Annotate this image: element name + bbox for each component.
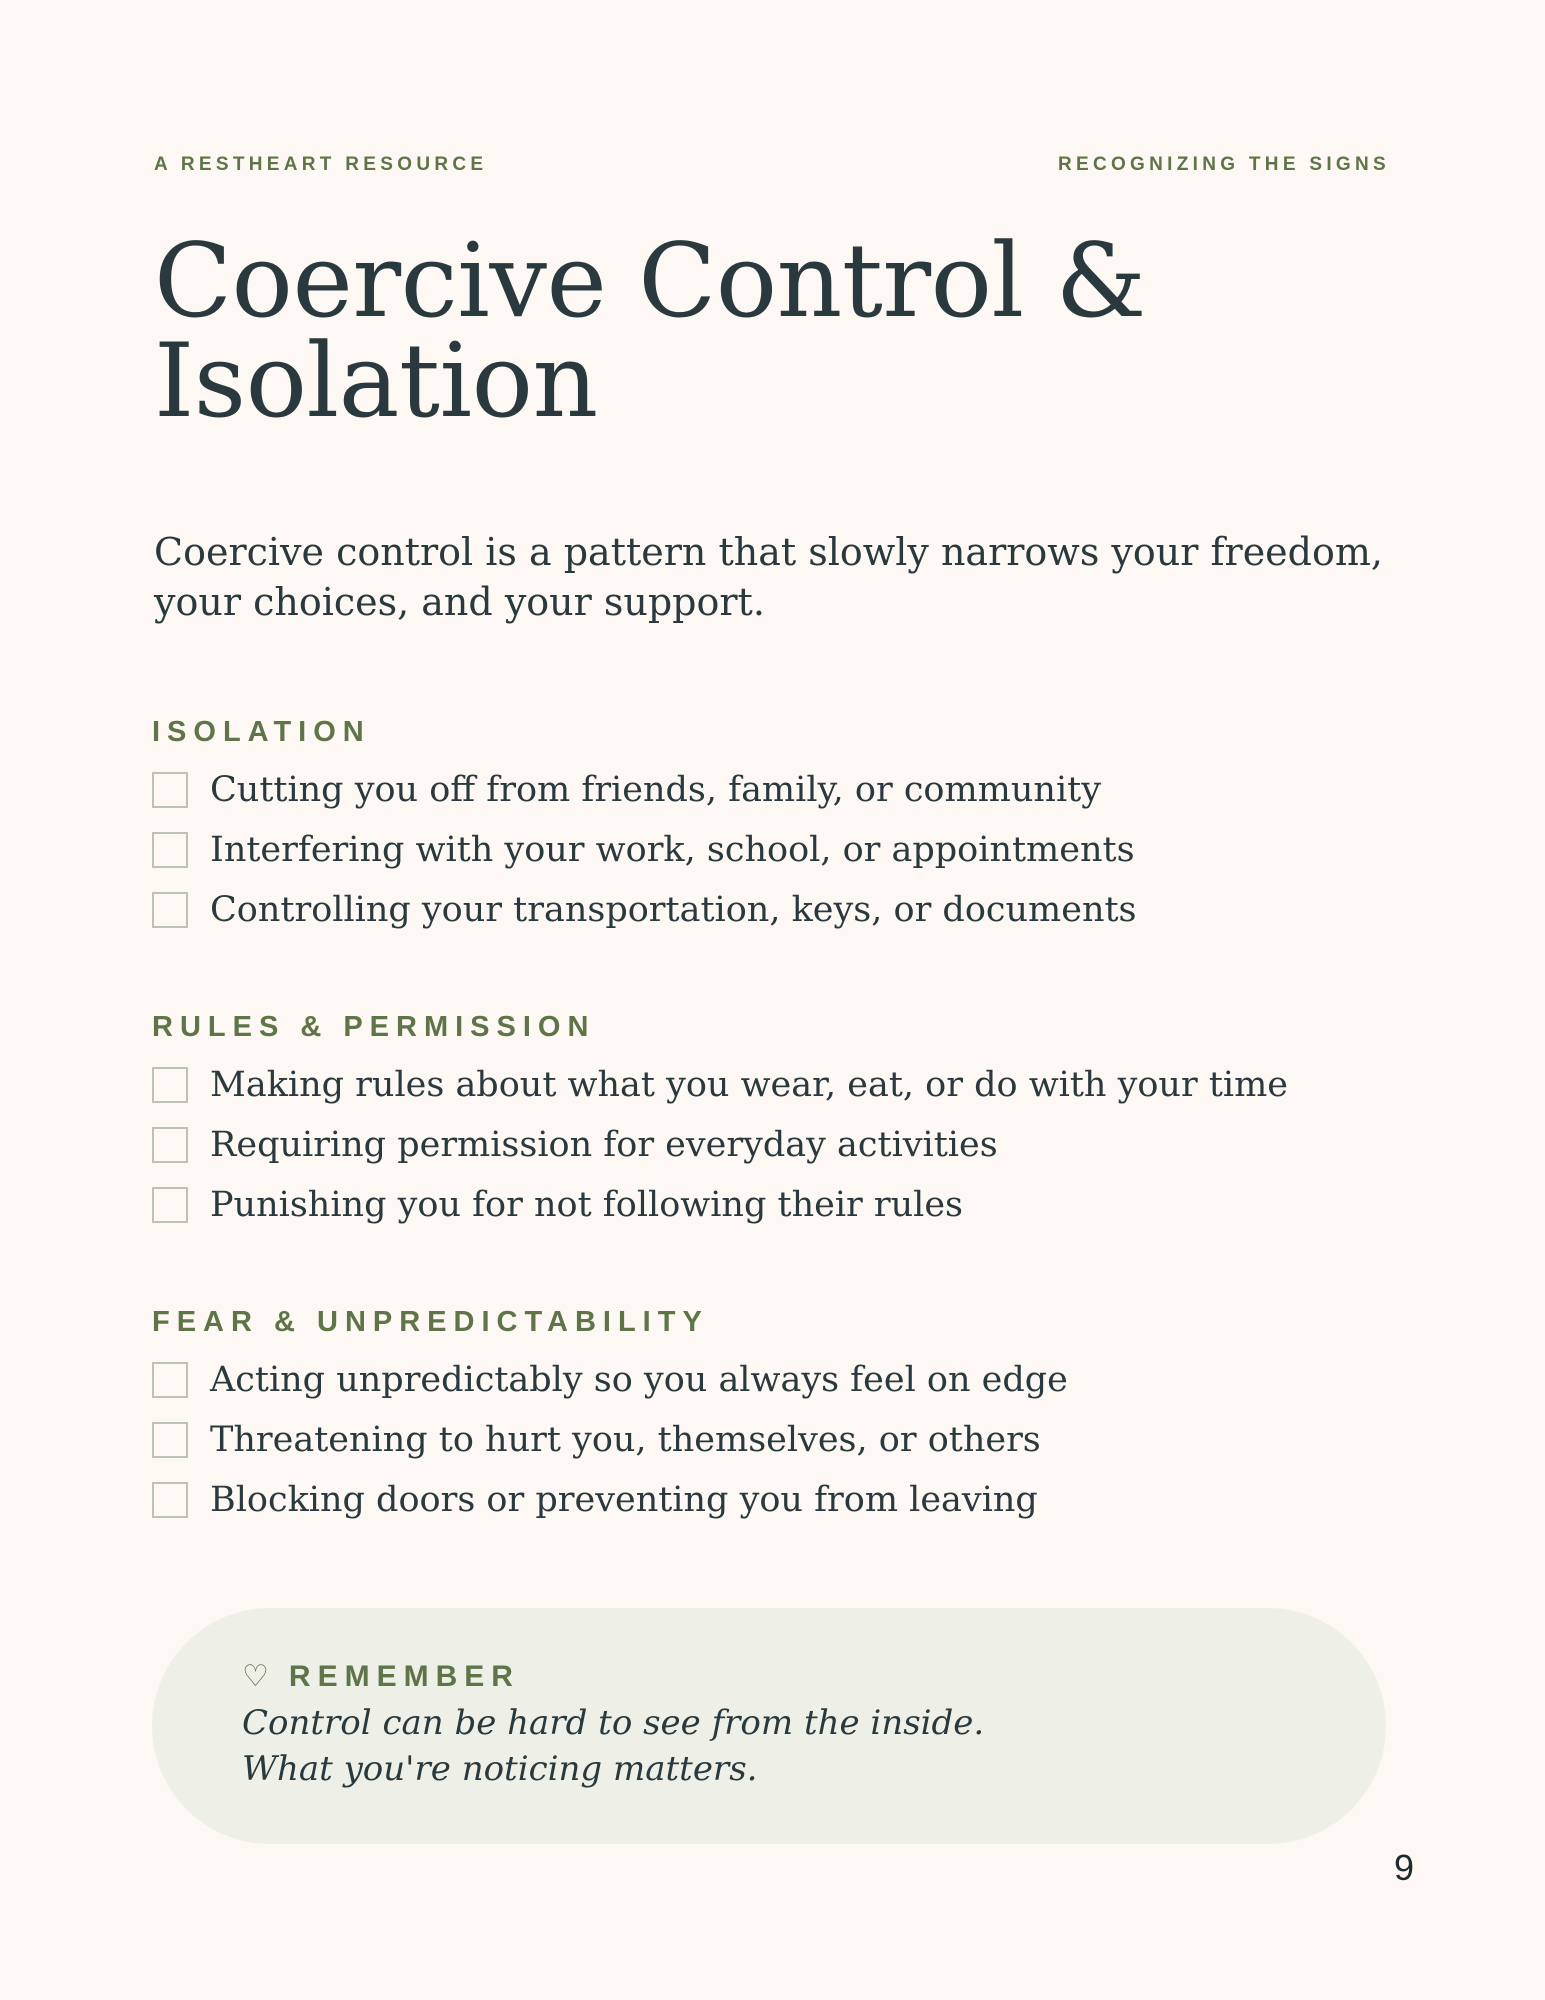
section-isolation <box>152 717 1402 940</box>
checklist-item-label: Blocking doors or preventing you from leaving <box>210 1480 1038 1520</box>
checklist-item[interactable] <box>152 1055 1402 1115</box>
checklist-item-label: Threatening to hurt you, themselves, or others <box>210 1420 1041 1460</box>
checklist-item-label: Controlling your transportation, keys, or documents <box>210 890 1137 930</box>
callout-heading <box>242 1660 1386 1694</box>
callout-title: REMEMBER <box>288 1660 520 1693</box>
section-fear-unpredictability <box>152 1307 1402 1530</box>
section-heading: ISOLATION <box>152 716 371 748</box>
page-number: 9 <box>1393 1847 1414 1888</box>
heart-outline-icon: ♡ <box>242 1659 269 1694</box>
header-section-label: RECOGNIZING THE SIGNS <box>1057 154 1390 175</box>
checklist-item-label: Interfering with your work, school, or appointments <box>210 830 1135 870</box>
checklist-item[interactable] <box>152 760 1402 820</box>
intro-paragraph <box>154 527 1404 627</box>
checklist-item-label: Cutting you off from friends, family, or community <box>210 770 1101 810</box>
checklist-item[interactable] <box>152 1175 1402 1235</box>
intro-line-1: Coercive control is a pattern that slowly narrows your freedom, <box>154 530 1383 574</box>
checklist-item[interactable] <box>152 820 1402 880</box>
checklist-item[interactable] <box>152 1410 1402 1470</box>
checkbox[interactable] <box>152 892 188 928</box>
section-heading: FEAR & UNPREDICTABILITY <box>152 1306 709 1338</box>
checklist-item[interactable] <box>152 1470 1402 1530</box>
intro-line-2: your choices, and your support. <box>154 580 765 624</box>
checklist-item[interactable] <box>152 880 1402 940</box>
header-resource-label: A RESTHEART RESOURCE <box>154 154 488 175</box>
checkbox[interactable] <box>152 772 188 808</box>
section-heading: RULES & PERMISSION <box>152 1011 596 1043</box>
checklist-item-label: Making rules about what you wear, eat, or do with your time <box>210 1065 1288 1105</box>
checkbox[interactable] <box>152 1067 188 1103</box>
section-rules-permission <box>152 1012 1402 1235</box>
page-title-line-2: Isolation <box>154 322 598 441</box>
callout-line-1: Control can be hard to see from the inside. <box>242 1703 985 1743</box>
checkbox[interactable] <box>152 1187 188 1223</box>
checklist-item-label: Acting unpredictably so you always feel on edge <box>210 1360 1068 1400</box>
callout-line-2: What you're noticing matters. <box>242 1749 758 1789</box>
checkbox[interactable] <box>152 832 188 868</box>
checklist-item-label: Punishing you for not following their rules <box>210 1185 964 1225</box>
checkbox[interactable] <box>152 1482 188 1518</box>
page-title <box>154 222 1404 441</box>
checklist-item[interactable] <box>152 1350 1402 1410</box>
checkbox[interactable] <box>152 1127 188 1163</box>
checkbox[interactable] <box>152 1422 188 1458</box>
checklist-item[interactable] <box>152 1115 1402 1175</box>
page-title-line-1: Coercive Control & <box>154 222 1146 341</box>
remember-callout <box>152 1608 1386 1844</box>
checkbox[interactable] <box>152 1362 188 1398</box>
checklist-item-label: Requiring permission for everyday activities <box>210 1125 998 1165</box>
